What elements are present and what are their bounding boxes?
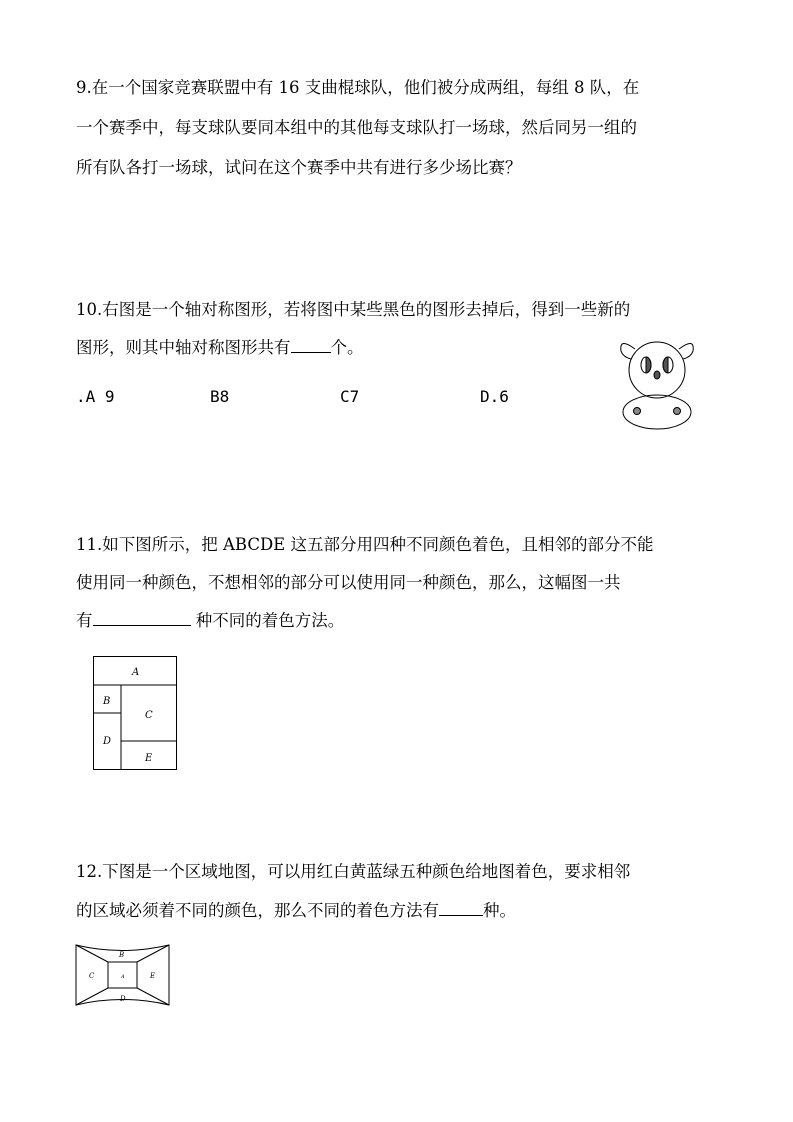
q11-label-e: E xyxy=(145,753,153,764)
q10-line-1: 10.右图是一个轴对称图形，若将图中某些黑色的图形去掉后，得到一些新的 xyxy=(76,300,631,319)
q11-label-b: B xyxy=(103,696,111,707)
q11-line-3-before: 有 xyxy=(76,611,93,630)
q10-option-c: C7 xyxy=(340,387,360,406)
q11-line-3 xyxy=(76,611,344,631)
q12-line-1: 12.下图是一个区域地图，可以用红白黄蓝绿五种颜色给地图着色，要求相邻 xyxy=(76,862,631,881)
q11-label-d: D xyxy=(103,736,112,747)
right-eye xyxy=(663,357,673,373)
right-nostril xyxy=(674,408,681,415)
q11-line-2: 使用同一种颜色，不想相邻的部分可以使用同一种颜色，那么，这幅图一共 xyxy=(76,573,621,592)
q12-answer-blank[interactable] xyxy=(439,901,483,916)
q11-label-c: C xyxy=(145,710,153,721)
q10-answer-blank[interactable] xyxy=(291,338,331,353)
q10-symmetric-figure xyxy=(615,335,700,435)
q12-label-d: D xyxy=(120,995,126,1003)
q11-region-figure xyxy=(93,656,177,770)
q10-line-2 xyxy=(76,338,364,358)
q11-line-1: 11.如下图所示，把 ABCDE 这五部分用四种不同颜色着色，且相邻的部分不能 xyxy=(76,535,654,554)
q12-line-2 xyxy=(76,901,516,921)
q12-label-a: A xyxy=(121,974,125,980)
left-eye xyxy=(641,357,651,373)
q12-label-c: C xyxy=(89,972,95,980)
q12-label-e: E xyxy=(150,972,156,980)
q12-line-2-before: 的区域必须着不同的颜色，那么不同的着色方法有 xyxy=(76,901,439,920)
q10-line-2-before: 图形，则其中轴对称图形共有 xyxy=(76,338,291,357)
q11-line-3-after: 种不同的着色方法。 xyxy=(190,611,345,630)
q12-region-map xyxy=(75,944,170,1006)
q11-answer-blank[interactable] xyxy=(93,611,191,626)
q10-line-2-after: 个。 xyxy=(330,338,364,357)
q9-line-1: 9.在一个国家竞赛联盟中有 16 支曲棍球队，他们被分成两组，每组 8 队，在 xyxy=(76,78,640,97)
face-circle xyxy=(629,342,685,398)
left-nostril xyxy=(634,408,641,415)
q12-label-b: B xyxy=(119,951,125,959)
q9-line-3: 所有队各打一场球，试问在这个赛季中共有进行多少场比赛？ xyxy=(76,158,522,177)
q10-option-d: D.6 xyxy=(480,387,509,406)
q12-line-2-after: 种。 xyxy=(483,901,516,920)
q11-label-a: A xyxy=(132,667,140,678)
q10-option-b: B8 xyxy=(210,387,230,406)
q10-option-a: .A 9 xyxy=(76,387,115,406)
q9-line-2: 一个赛季中，每支球队要同本组中的其他每支球队打一场球，然后同另一组的 xyxy=(76,118,637,137)
nose xyxy=(654,371,660,379)
